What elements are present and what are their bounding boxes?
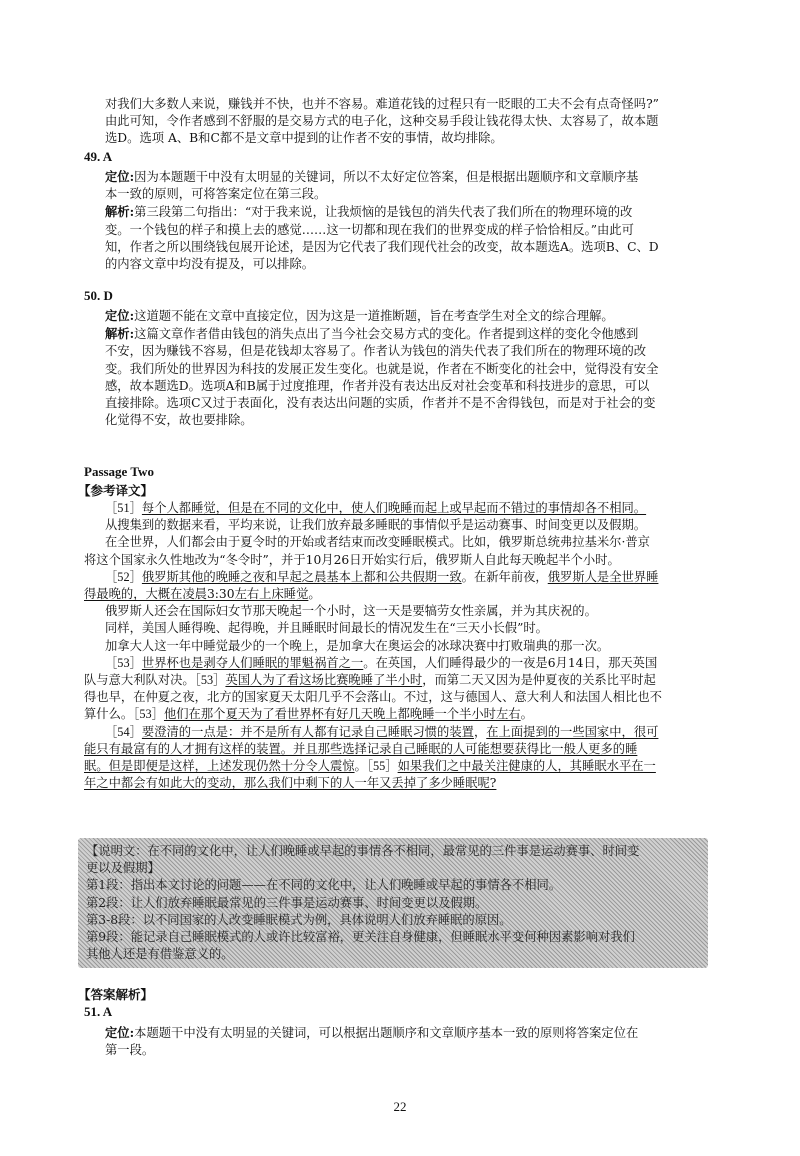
summary-line: 第9段：能记录自己睡眠模式的人或许比较富裕，更关注自身健康，但睡眠水平变何种因素影响对我们 xyxy=(86,930,635,945)
underlined-text: 每个人都睡觉，但是在不同的文化中，使人们晚睡而起上或早起而不错过的事情却各不相同。 xyxy=(141,501,647,515)
q51-block xyxy=(0,1024,800,1059)
text-line: 这道题不能在文章中直接定位，因为这是一道推断题，旨在考查学生对全文的综合理解。 xyxy=(134,309,614,323)
underlined-text: 他们在那个夏天为了看世界杯有好几天晚上都晚睡一个半小时左右 xyxy=(163,707,521,722)
summary-box xyxy=(78,838,708,968)
text-line: 本题题干中没有太明显的关键词，可以根据出题顺序和文章顺序基本一致的原则将答案定位在 xyxy=(134,1026,639,1040)
underlined-text: 得最晚的，大概在凌晨3:30左右上床睡觉 xyxy=(84,587,309,602)
text-fragment: 。在新年前夜， xyxy=(461,569,548,584)
text-line: 因为本题题干中没有太明显的关键词，所以不太好定位答案，但是根据出题顺序和文章顺序基 xyxy=(134,170,639,184)
text-line: 在全世界，人们都会由于夏令时的开始或者结束而改变睡眠模式。比如，俄罗斯总统弗拉基米尔·普京 xyxy=(105,535,650,550)
analysis-label: 解析: xyxy=(105,204,135,220)
passage-title: Passage Two xyxy=(84,464,154,479)
bracket-mark: ［53］ xyxy=(105,655,142,670)
underlined-text: 英国人为了看这场比赛晚睡了半小时 xyxy=(225,673,423,688)
question-number: 50. D xyxy=(84,288,113,303)
underlined-text: 如果我们之中最关注健康的人，其睡眠水平在一 xyxy=(397,759,656,774)
answers-header: 【答案解析】 xyxy=(78,987,154,1002)
page-number: 22 xyxy=(393,1099,407,1114)
underlined-text: 能只有最富有的人才拥有这样的装置。并且那些选择记录自己睡眠的人可能想要获得比一般人更多的睡 xyxy=(84,741,638,756)
text-line: 感，故本题选D。选项A和B属于过度推理，作者并没有表达出反对社会变革和科技进步的意思，可以 xyxy=(105,378,650,393)
question-number: 49. A xyxy=(84,149,113,164)
text-line: 对我们大多数人来说，赚钱并不快，也并不容易。难道花钱的过程只有一眨眼的工夫不会有点奇怪吗?” xyxy=(105,97,659,111)
underlined-text: 在上面提到的一些国家中，很可 xyxy=(486,724,659,739)
text-line: 化觉得不安，故也要排除。 xyxy=(105,413,253,428)
locate-label: 定位: xyxy=(105,1025,135,1040)
underlined-text: 俄罗斯人是全世界睡 xyxy=(547,569,659,584)
translation-header: 【参考译文】 xyxy=(78,483,154,498)
text-line: 变。我们所处的世界因为科技的发展正发生变化。也就是说，作者在不断变化的社会中，觉得没有安全 xyxy=(105,361,659,376)
bracket-mark: ［55］ xyxy=(366,759,398,774)
text-line: 这篇文章作者借由钱包的消失点出了当今社会交易方式的变化。作者提到这样的变化令他感到 xyxy=(134,327,639,342)
underlined-text: 俄罗斯其他的晚睡之夜和早起之晨基本上都和公共假期一致 xyxy=(141,569,462,584)
text-fragment: 。在英国，人们睡得最少的一夜是6月14日，那天英国 xyxy=(363,655,658,670)
text-fragment: ，而第二天又因为是仲夏夜的关系比平时起 xyxy=(422,673,656,688)
text-line: 知，作者之所以围绕钱包展开论述，是因为它代表了我们现代社会的改变，故本题选A。选项B、C、D xyxy=(105,239,659,254)
text-line: 从搜集到的数据来看，平均来说，让我们放弃最多睡眠的事情似乎是运动赛事、时间变更以及假期。 xyxy=(105,518,647,533)
underlined-text: 要澄清的一点是：并不是所有人都有记录自己睡眠习惯的装置 xyxy=(141,724,474,739)
top-continuation xyxy=(0,96,800,148)
q49-block xyxy=(0,168,800,273)
underlined-text: 世界杯也是剥夺人们睡眠的罪魁祸首之一 xyxy=(141,655,364,670)
text-fragment: 。 xyxy=(354,759,367,774)
summary-line: 【说明文：在不同的文化中，让人们晚睡或早起的事情各不相同，最常见的三件事是运动赛事、时间变 xyxy=(86,844,640,858)
text-fragment: 。 xyxy=(520,707,533,722)
bracket-mark: ［53］ xyxy=(133,707,164,722)
underlined-text: 年之中都会有如此大的变动，那么我们中剩下的人一年又丢掉了多少睡眠呢? xyxy=(84,776,497,791)
underlined-text: 眠。但是即便是这样，上述发现仍然十分令人震惊 xyxy=(84,759,355,774)
q50-block xyxy=(0,307,800,429)
text-line: 本一致的原则，可将答案定位在第三段。 xyxy=(105,187,327,202)
text-line: 变。一个钱包的样子和摸上去的感觉……这一切都和现在我们的世界变成的样子恰恰相反。”由此可 xyxy=(105,222,634,237)
question-number: 51. A xyxy=(84,1004,113,1019)
text-line: 不安，因为赚钱不容易，但是花钱却太容易了。作者认为钱包的消失代表了我们所在的物理环境的改 xyxy=(105,344,647,359)
summary-line: 第1段：指出本文讨论的问题——在不同的文化中，让人们晚睡或早起的事情各不相同。 xyxy=(86,878,562,893)
text-line: 的内容文章中均没有提及，可以排除。 xyxy=(105,257,315,272)
text-line: 得也早，在仲夏之夜，北方的国家夏天太阳几乎不会落山。不过，这与德国人、意大利人和法国人相比也不 xyxy=(84,690,662,705)
text-line: 第一段。 xyxy=(105,1043,155,1058)
summary-line: 第2段：让人们放弃睡眠最常见的三件事是运动赛事、时间变更以及假期。 xyxy=(86,895,488,910)
text-fragment: ， xyxy=(473,724,487,739)
text-line: 俄罗斯人还会在国际妇女节那天晚起一个小时，这一天是要犒劳女性亲属，并为其庆祝的。 xyxy=(105,604,597,619)
summary-line: 其他人还是有借鉴意义的。 xyxy=(86,947,234,962)
text-fragment: 队与意大利队对决。 xyxy=(84,673,195,688)
bracket-mark: ［52］ xyxy=(105,569,142,584)
analysis-label: 解析: xyxy=(105,326,135,342)
text-line: 选D。选项 A、B和C都不是文章中提到的让作者不安的事情，故均排除。 xyxy=(105,131,503,146)
text-line: 由此可知，令作者感到不舒服的是交易方式的电子化，这种交易手段让钱花得太快、太容易了，故本题 xyxy=(105,114,659,129)
text-line: 第三段第二句指出：“对于我来说，让我烦恼的是钱包的消失代表了我们所在的物理环境的改 xyxy=(134,205,633,220)
summary-line: 第3-8段：以不同国家的人改变睡眠模式为例，具体说明人们放弃睡眠的原因。 xyxy=(86,912,512,927)
text-line: 直接排除。选项C又过于表面化，没有表达出问题的实质，作者并不是不舍得钱包，而是对于社会的变 xyxy=(105,396,656,411)
text-line: 加拿大人这一年中睡觉最少的一个晚上，是加拿大在奥运会的冰球决赛中打败瑞典的那一次。 xyxy=(105,638,610,653)
translation-body xyxy=(0,500,800,792)
text-line: 将这个国家永久性地改为“冬令时”，并于10月26日开始实行后，俄罗斯人自此每天晚起半个小时。 xyxy=(84,552,620,567)
text-fragment: 算什么。 xyxy=(84,707,134,722)
bracket-mark: ［53］ xyxy=(194,673,226,688)
text-line: 同样，美国人睡得晚、起得晚，并且睡眠时间最长的情况发生在“三天小长假”时。 xyxy=(105,621,548,636)
locate-label: 定位: xyxy=(105,308,135,323)
locate-label: 定位: xyxy=(105,169,135,184)
bracket-mark: ［51］ xyxy=(105,501,142,515)
text-fragment: 。 xyxy=(308,587,321,602)
bracket-mark: ［54］ xyxy=(105,724,142,739)
summary-line: 更以及假期】 xyxy=(86,861,160,876)
